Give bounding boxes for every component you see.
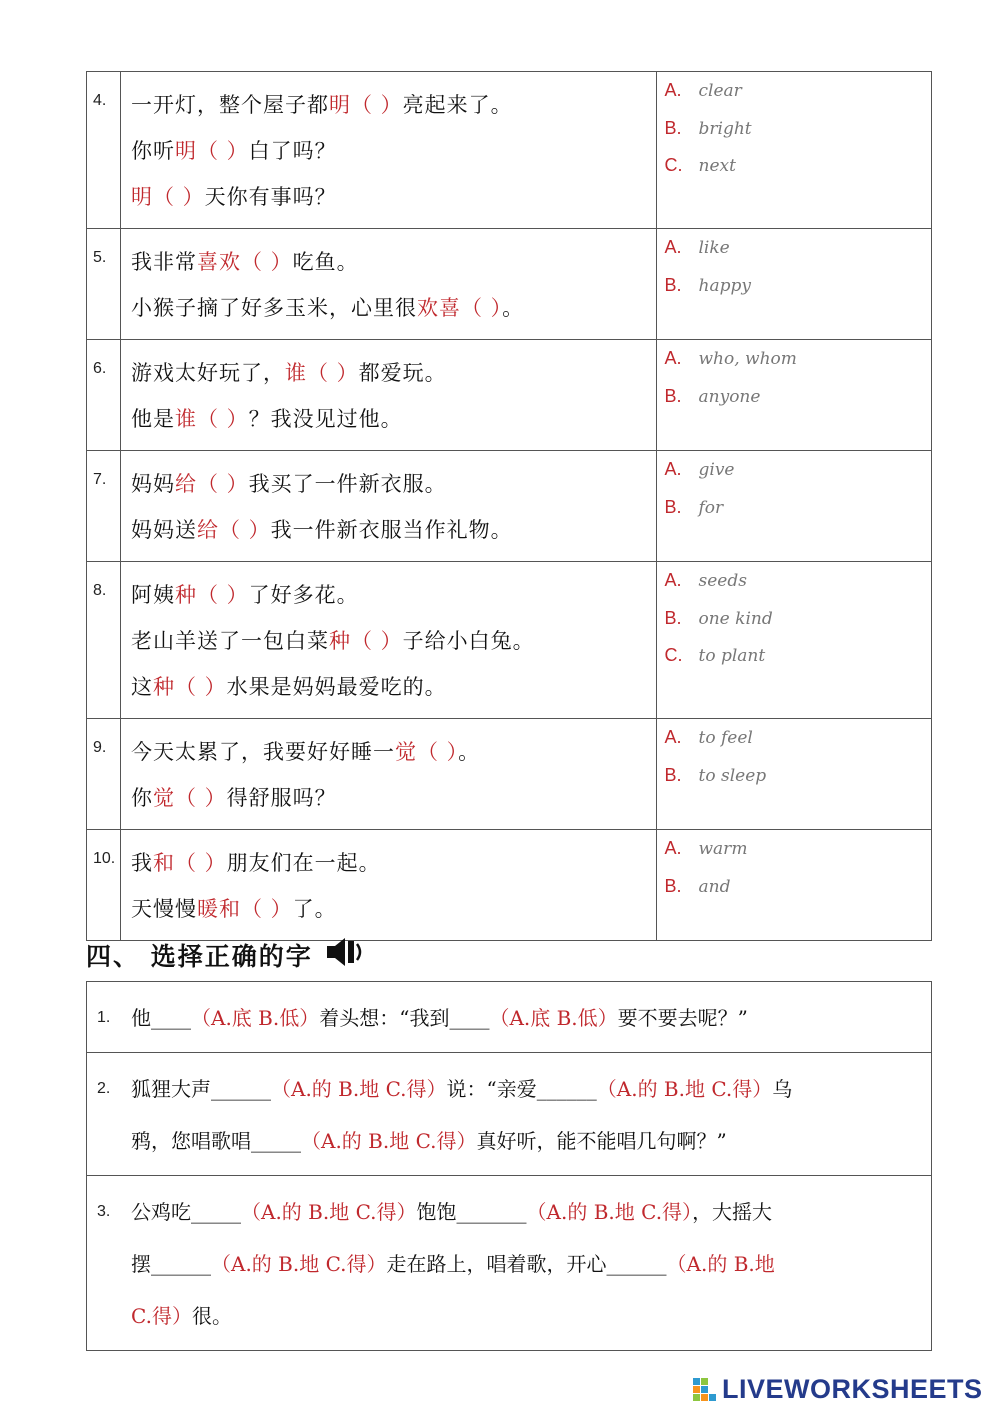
sentence-text: 说：“亲爱______ bbox=[446, 1077, 597, 1101]
logo-text: LIVEWORKSHEETS bbox=[722, 1374, 983, 1404]
option-line bbox=[665, 489, 932, 527]
sentence-text: 这 bbox=[130, 675, 153, 699]
choose-cell bbox=[87, 982, 932, 1053]
answer-blank[interactable]: 和（ ） bbox=[152, 851, 227, 875]
question-number: 10. bbox=[87, 830, 121, 941]
sentence-text: 真好听，能不能唱几句啊？” bbox=[476, 1129, 727, 1153]
option-line bbox=[665, 229, 932, 267]
answer-blank[interactable]: （A.的 B.地 C.得） bbox=[526, 1200, 693, 1224]
sentence-text: 得舒服吗？ bbox=[226, 786, 337, 810]
option-letter: A. bbox=[664, 570, 682, 590]
option-line bbox=[665, 600, 932, 638]
answer-blank[interactable]: 喜欢（ ） bbox=[196, 250, 293, 274]
sentence-text: 走在路上，唱着歌，开心______ bbox=[386, 1252, 667, 1276]
sentence-text: 很。 bbox=[191, 1304, 232, 1328]
option-letter: C. bbox=[664, 645, 683, 665]
choose-table bbox=[86, 981, 932, 1351]
question-row bbox=[87, 72, 932, 229]
answer-blank[interactable]: 种（ ） bbox=[152, 675, 227, 699]
question-number: 6. bbox=[87, 340, 121, 451]
section-heading bbox=[86, 935, 367, 975]
sentence-line bbox=[131, 729, 656, 775]
option-text: next bbox=[698, 156, 736, 176]
sentence-text: 妈妈 bbox=[130, 472, 175, 496]
option-line bbox=[665, 267, 932, 305]
answer-blank[interactable]: （A.的 B.地 C.得） bbox=[301, 1129, 477, 1153]
answer-blank[interactable]: 欢喜（ ） bbox=[416, 296, 503, 320]
sentence-text: 妈妈送 bbox=[130, 518, 197, 542]
option-text: clear bbox=[698, 81, 742, 101]
sentence-cell bbox=[120, 719, 656, 830]
answer-blank[interactable]: （A.的 B.地 C.得） bbox=[211, 1252, 387, 1276]
sentence-text: 他是 bbox=[130, 407, 175, 431]
answer-blank[interactable]: （A.的 B.地 C.得） bbox=[271, 1077, 447, 1101]
sentence-text: 游戏太好玩了， bbox=[130, 361, 285, 385]
sentence-text: 天你有事吗？ bbox=[204, 185, 337, 209]
question-row bbox=[87, 719, 932, 830]
sentence-line bbox=[131, 82, 656, 128]
sentence-text: 小猴子摘了好多玉米，心里很 bbox=[130, 296, 417, 320]
choose-row bbox=[87, 1053, 932, 1176]
options-cell bbox=[656, 451, 932, 562]
question-number: 8. bbox=[87, 562, 121, 719]
sentence-text: 鸦，您唱歌唱_____ bbox=[131, 1129, 301, 1153]
question-number: 9. bbox=[87, 719, 121, 830]
options-cell bbox=[656, 562, 932, 719]
choose-line bbox=[97, 1063, 925, 1115]
question-number: 5. bbox=[87, 229, 121, 340]
option-letter: B. bbox=[664, 764, 682, 785]
section-title: 四、 选择正确的字 bbox=[86, 942, 313, 971]
sentence-text: 。 bbox=[458, 740, 481, 764]
sentence-line bbox=[131, 886, 656, 932]
question-row bbox=[87, 340, 932, 451]
option-letter: B. bbox=[664, 496, 682, 517]
option-line bbox=[665, 830, 932, 868]
sentence-line bbox=[131, 664, 656, 710]
liveworksheets-logo bbox=[692, 1374, 983, 1405]
choose-cell bbox=[87, 1053, 932, 1176]
option-text: like bbox=[698, 238, 730, 258]
sentence-text: 。 bbox=[502, 296, 525, 320]
sentence-text: 我 bbox=[130, 851, 153, 875]
sentence-text: 吃鱼。 bbox=[292, 250, 359, 274]
option-letter: B. bbox=[664, 607, 682, 628]
answer-blank[interactable]: 谁（ ） bbox=[174, 407, 249, 431]
options-cell bbox=[656, 229, 932, 340]
sentence-text: 白了吗？ bbox=[248, 139, 337, 163]
sentence-text: 你 bbox=[130, 786, 153, 810]
option-line bbox=[665, 757, 932, 795]
option-line bbox=[665, 72, 932, 110]
sentence-text: 天慢慢 bbox=[130, 897, 197, 921]
option-text: seeds bbox=[698, 571, 747, 591]
answer-blank[interactable]: 给（ ） bbox=[174, 472, 249, 496]
sentence-cell bbox=[120, 72, 656, 229]
option-text: give bbox=[698, 460, 735, 480]
option-line bbox=[665, 110, 932, 148]
sentence-text: ，大摇大 bbox=[692, 1200, 773, 1224]
question-number: 4. bbox=[87, 72, 121, 229]
choose-cell bbox=[87, 1176, 932, 1351]
option-line bbox=[665, 451, 932, 489]
sentence-line bbox=[131, 239, 656, 285]
option-letter: A. bbox=[664, 237, 682, 257]
sentence-line bbox=[131, 775, 656, 821]
option-letter: B. bbox=[664, 875, 682, 896]
question-row bbox=[87, 830, 932, 941]
sentence-cell bbox=[120, 830, 656, 941]
option-letter: B. bbox=[664, 117, 682, 138]
answer-blank[interactable]: 明（ ） bbox=[174, 139, 249, 163]
option-line bbox=[665, 378, 932, 416]
choose-line bbox=[97, 1115, 925, 1167]
answer-blank[interactable]: C.得） bbox=[131, 1304, 192, 1328]
option-line bbox=[665, 340, 932, 378]
answer-blank[interactable]: （A.的 B.地 C.得） bbox=[241, 1200, 417, 1224]
option-text: and bbox=[698, 876, 731, 897]
sentence-text: 狐狸大声______ bbox=[131, 1077, 271, 1101]
option-letter: B. bbox=[664, 385, 682, 406]
answer-blank[interactable]: 暖和（ ） bbox=[196, 897, 293, 921]
answer-blank[interactable]: （A.的 B.地 bbox=[666, 1252, 775, 1276]
option-line bbox=[665, 719, 932, 757]
sentence-text: 着头想：“我到____ bbox=[319, 1006, 490, 1030]
sentence-line bbox=[131, 507, 656, 553]
sentence-text: 今天太累了，我要好好睡一 bbox=[130, 740, 395, 764]
sentence-line bbox=[131, 128, 656, 174]
options-cell bbox=[656, 72, 932, 229]
choose-line bbox=[97, 1186, 925, 1238]
sentence-text: 一开灯，整个屋子都 bbox=[130, 93, 329, 117]
sentence-text: 摆______ bbox=[131, 1252, 211, 1276]
sentence-cell bbox=[120, 451, 656, 562]
option-letter: A. bbox=[664, 459, 682, 479]
option-text: to sleep bbox=[698, 765, 767, 786]
sentence-cell bbox=[120, 229, 656, 340]
option-text: who, whom bbox=[698, 349, 797, 369]
answer-blank[interactable]: 种（ ） bbox=[174, 583, 249, 607]
question-number: 2. bbox=[97, 1080, 111, 1097]
option-letter: A. bbox=[664, 838, 682, 858]
sentence-line bbox=[131, 174, 656, 220]
sentence-text: 了。 bbox=[292, 897, 337, 921]
option-letter: A. bbox=[664, 80, 682, 100]
sentence-line bbox=[131, 396, 656, 442]
sentence-text: 亮起来了。 bbox=[402, 93, 513, 117]
sentence-line bbox=[131, 350, 656, 396]
option-line bbox=[665, 637, 932, 675]
choose-line bbox=[97, 1238, 925, 1290]
sentence-text: 饱饱_______ bbox=[416, 1200, 527, 1224]
answer-blank[interactable]: 种（ ） bbox=[328, 629, 403, 653]
question-row bbox=[87, 451, 932, 562]
choose-row bbox=[87, 1176, 932, 1351]
sentence-text: 他____ bbox=[131, 1006, 191, 1030]
question-number: 1. bbox=[97, 1009, 111, 1026]
option-line bbox=[665, 562, 932, 600]
option-line bbox=[665, 868, 932, 906]
option-text: to feel bbox=[698, 728, 753, 748]
answer-blank[interactable]: 明（ ） bbox=[130, 185, 205, 209]
answer-blank[interactable]: 觉（ ） bbox=[394, 740, 459, 764]
sentence-line bbox=[131, 840, 656, 886]
sentence-text: 乌 bbox=[772, 1077, 793, 1101]
sentence-text: 我买了一件新衣服。 bbox=[248, 472, 447, 496]
sentence-line bbox=[131, 618, 656, 664]
sentence-line bbox=[131, 572, 656, 618]
option-text: for bbox=[698, 497, 724, 518]
option-text: happy bbox=[698, 275, 751, 296]
sentence-text: 公鸡吃_____ bbox=[131, 1200, 241, 1224]
sentence-text: 阿姨 bbox=[130, 583, 175, 607]
answer-blank[interactable]: 觉（ ） bbox=[152, 786, 227, 810]
options-cell bbox=[656, 340, 932, 451]
choose-line bbox=[97, 992, 925, 1044]
sentence-line bbox=[131, 461, 656, 507]
sentence-text: 都爱玩。 bbox=[358, 361, 447, 385]
question-row bbox=[87, 562, 932, 719]
question-number: 3. bbox=[97, 1203, 111, 1220]
sentence-text: ？我没见过他。 bbox=[248, 407, 403, 431]
answer-blank[interactable]: 明（ ） bbox=[328, 93, 403, 117]
answer-blank[interactable]: 谁（ ） bbox=[284, 361, 359, 385]
option-line bbox=[665, 147, 932, 185]
option-letter: B. bbox=[664, 274, 682, 295]
sentence-text: 你听 bbox=[130, 139, 175, 163]
sentence-cell bbox=[120, 562, 656, 719]
options-cell bbox=[656, 719, 932, 830]
answer-blank[interactable]: （A.底 B.低） bbox=[191, 1006, 320, 1030]
choose-line bbox=[97, 1290, 925, 1342]
sentence-text: 水果是妈妈最爱吃的。 bbox=[226, 675, 447, 699]
sentence-text: 要不要去呢？” bbox=[617, 1006, 748, 1030]
sentence-cell bbox=[120, 340, 656, 451]
option-text: one kind bbox=[698, 608, 773, 629]
choose-row bbox=[87, 982, 932, 1053]
option-text: to plant bbox=[698, 646, 766, 666]
answer-blank[interactable]: 给（ ） bbox=[196, 518, 271, 542]
polyphone-table bbox=[86, 71, 932, 941]
speaker-icon[interactable] bbox=[325, 935, 367, 975]
sentence-line bbox=[131, 285, 656, 331]
option-letter: A. bbox=[664, 727, 682, 747]
sentence-text: 朋友们在一起。 bbox=[226, 851, 381, 875]
option-text: bright bbox=[698, 118, 752, 139]
logo-icon bbox=[692, 1377, 718, 1403]
option-letter: C. bbox=[664, 155, 683, 175]
question-row bbox=[87, 229, 932, 340]
option-text: warm bbox=[698, 839, 748, 859]
sentence-text: 了好多花。 bbox=[248, 583, 359, 607]
answer-blank[interactable]: （A.的 B.地 C.得） bbox=[596, 1077, 773, 1101]
option-text: anyone bbox=[698, 386, 761, 407]
answer-blank[interactable]: （A.底 B.低） bbox=[489, 1006, 618, 1030]
sentence-text: 老山羊送了一包白菜 bbox=[130, 629, 329, 653]
sentence-text: 我一件新衣服当作礼物。 bbox=[270, 518, 513, 542]
sentence-text: 我非常 bbox=[130, 250, 197, 274]
options-cell bbox=[656, 830, 932, 941]
sentence-text: 子给小白兔。 bbox=[402, 629, 535, 653]
question-number: 7. bbox=[87, 451, 121, 562]
option-letter: A. bbox=[664, 348, 682, 368]
